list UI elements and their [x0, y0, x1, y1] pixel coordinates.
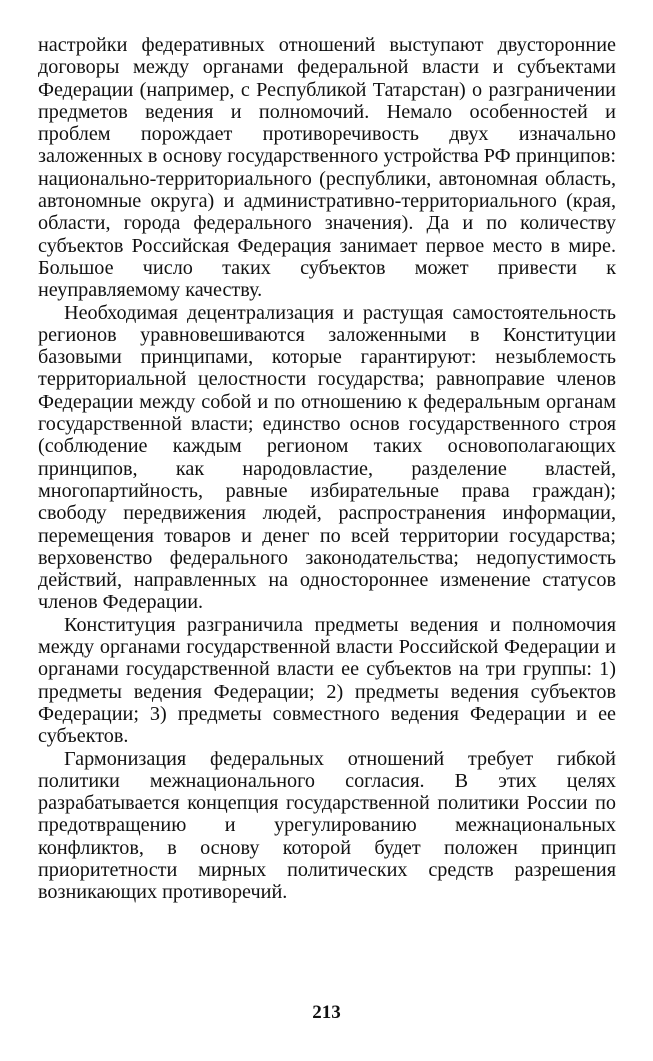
paragraph-harmonization: Гармонизация федеральных отношений требует гибкой политики межнационального согласия. В этих целях разрабатывается концепция государственной политики России по предотвращению и урегулированию межнациональных конфликтов, в основу которой будет положен принцип приоритетности мирных политических средств разрешения возникающих противоречий.	[38, 747, 616, 904]
paragraph-continued: настройки федеративных отношений выступают двусторонние договоры между органами федеральной власти и субъектами Федерации (например, с Республикой Татарстан) о разграничении предметов ведения и полномочий. Немало особенностей и проблем порождает противоречивость двух изначально заложенных в основу государственного устройства РФ принципов: национально-территориального (республики, автономная область, автономные округа) и административно-территориального (края, области, города федерального значения). Да и по количеству субъектов Российская Федерация занимает первое место в мире. Большое число таких субъектов может привести к неуправляемому качеству.	[38, 34, 616, 302]
paragraph-decentralization: Необходимая децентрализация и растущая самостоятельность регионов уравновешиваются заложенными в Конституции базовыми принципами, которые гарантируют: незыблемость территориальной целостности государства; равноправие членов Федерации между собой и по отношению к федеральным органам государственной власти; единство основ государственного строя (соблюдение каждым регионом таких основополагающих принципов, как народовластие, разделение властей, многопартийность, равные избирательные права граждан); свободу передвижения людей, распространения информации, перемещения товаров и денег по всей территории государства; верховенство федерального законодательства; недопустимость действий, направленных на одностороннее изменение статусов членов Федерации.	[38, 301, 616, 614]
page-number: 213	[312, 1002, 341, 1023]
paragraph-constitution: Конституция разграничила предметы ведения и полномочия между органами государственной власти Российской Федерации и органами государственной власти ее субъектов на три группы: 1) предметы ведения Федерации; 2) предметы ведения субъектов Федерации; 3) предметы совместного ведения Федерации и ее субъектов.	[38, 613, 616, 748]
page-body	[38, 34, 616, 904]
